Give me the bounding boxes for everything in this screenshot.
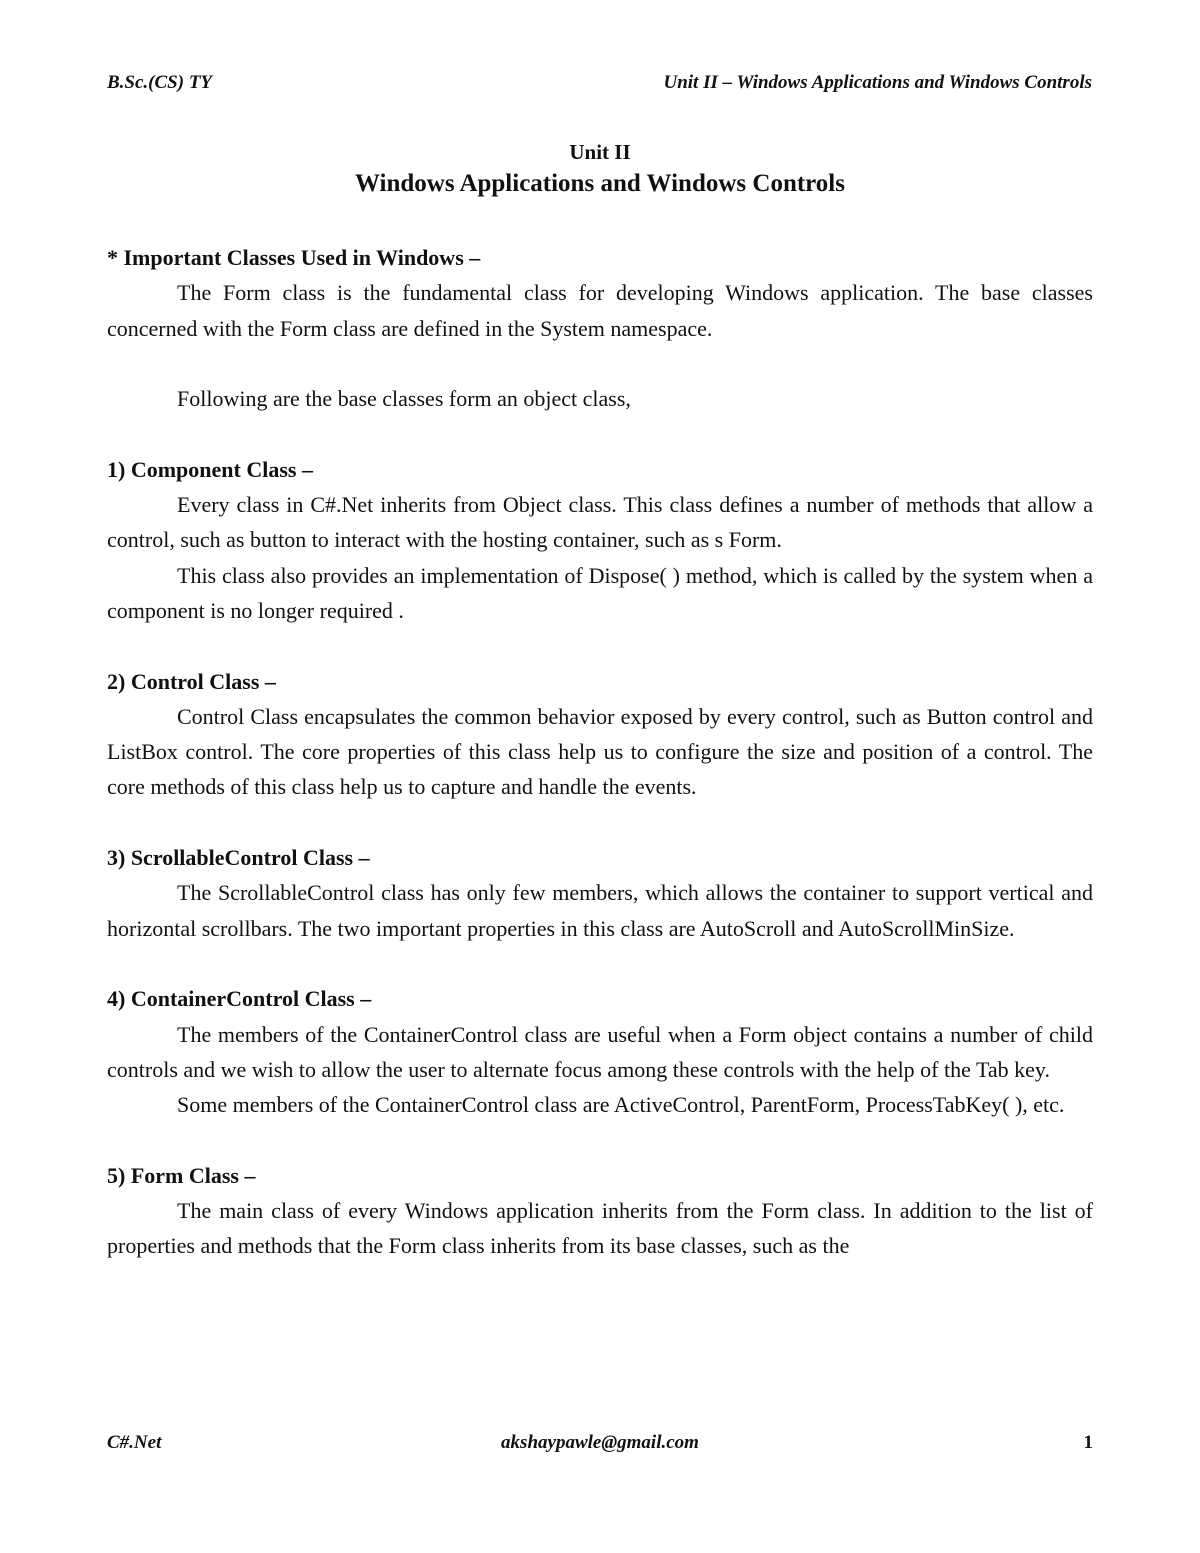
section-heading-control: 2) Control Class – <box>107 668 276 694</box>
section-paragraph: Every class in C#.Net inherits from Object class. This class defines a number of methods that allow a control, such as button to interact with the hosting container, such as s Form. <box>107 492 1093 553</box>
intro-paragraph: Following are the base classes form an object class, <box>177 386 631 412</box>
section-heading-container-control: 4) ContainerControl Class – <box>107 986 372 1012</box>
section-paragraph: Some members of the ContainerControl class are ActiveControl, ParentForm, ProcessTabKey( ), etc. <box>177 1092 1065 1118</box>
page-number: 1 <box>1083 1432 1093 1453</box>
section-paragraph: The ScrollableControl class has only few members, which allows the container to support vertical and horizontal scrollbars. The two important properties in this class are AutoScroll and AutoScrollMinSize. <box>107 880 1093 941</box>
document-title: Windows Applications and Windows Controls <box>354 170 845 197</box>
section-heading-scrollable-control: 3) ScrollableControl Class – <box>107 845 370 871</box>
section-paragraph: This class also provides an implementation of Dispose( ) method, which is called by the system when a component is no longer required . <box>107 562 1093 623</box>
intro-paragraph: The Form class is the fundamental class for developing Windows application. The base classes concerned with the Form class are defined in the System namespace. <box>107 280 1093 341</box>
unit-label: Unit II <box>569 140 631 164</box>
document-body <box>107 240 1093 1264</box>
footer-email: akshaypawle@gmail.com <box>501 1432 699 1453</box>
header-unit: Unit II – Windows Applications and Windows Controls <box>663 72 1092 93</box>
section-paragraph: The main class of every Windows application inherits from the Form class. In addition to the list of properties and methods that the Form class inherits from its base classes, such as the <box>107 1198 1093 1259</box>
footer-subject: C#.Net <box>107 1432 162 1453</box>
section-paragraph: The members of the ContainerControl class are useful when a Form object contains a number of child controls and we wish to allow the user to alternate focus among these controls with the help of the Tab key. <box>107 1021 1093 1082</box>
section-heading-form: 5) Form Class – <box>107 1162 256 1188</box>
section-heading-component: 1) Component Class – <box>107 456 313 482</box>
section-paragraph: Control Class encapsulates the common behavior exposed by every control, such as Button control and ListBox control. The core properties of this class help us to configure the size and position of a control. The core methods of this class help us to capture and handle the events. <box>107 703 1093 800</box>
header-course: B.Sc.(CS) TY <box>107 72 213 93</box>
intro-heading: * Important Classes Used in Windows – <box>107 245 481 270</box>
